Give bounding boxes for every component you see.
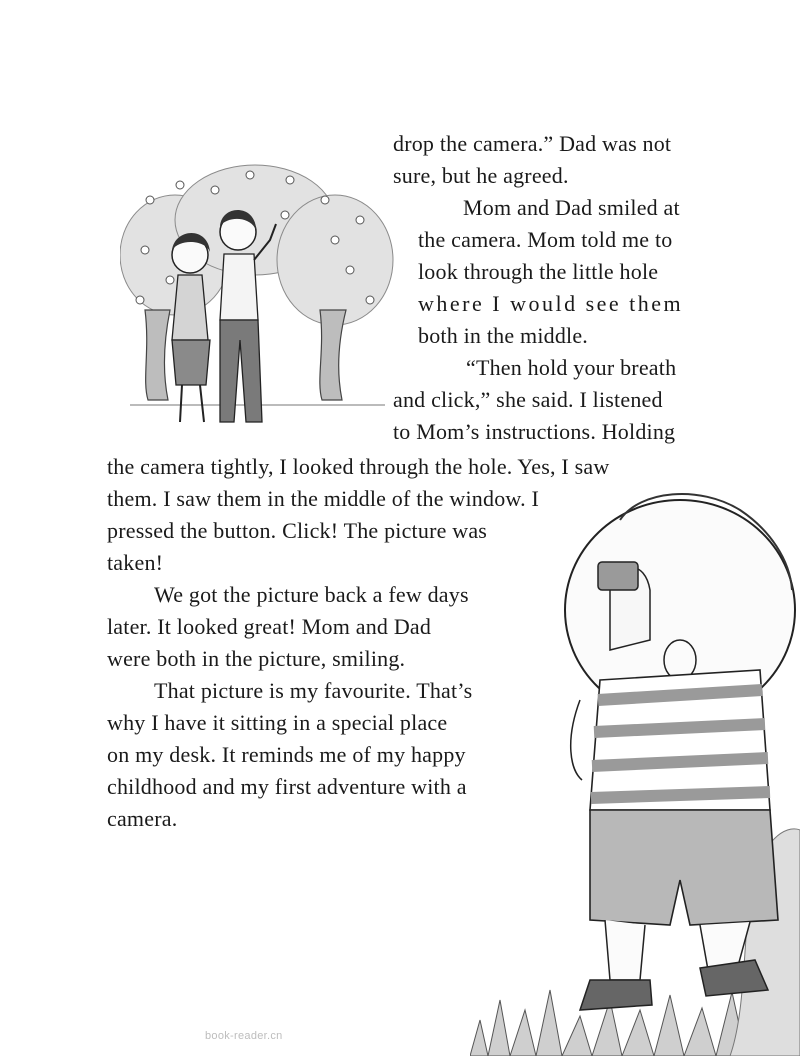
text-line: why I have it sitting in a special place [107,710,448,735]
text-line: Mom and Dad smiled at [463,195,680,220]
text-line: were both in the picture, smiling. [107,646,406,671]
watermark: book-reader.cn [205,1030,283,1042]
text-line: That picture is my favourite. That’s [154,678,473,703]
text-line: them. I saw them in the middle of the window. I [107,486,539,511]
text-line: and click,” she said. I listened [393,387,663,412]
text-line: “Then hold your breath [466,355,677,380]
parents-under-tree-illustration [120,160,395,445]
text-line: where I would see them [418,291,684,316]
text-line: the camera tightly, I looked through the hole. Yes, I saw [107,454,610,479]
boy-with-camera-illustration [470,480,800,1056]
text-line: sure, but he agreed. [393,163,569,188]
text-line: childhood and my first adventure with a [107,774,467,799]
text-line: camera. [107,806,178,831]
text-line: on my desk. It reminds me of my happy [107,742,466,767]
text-line: look through the little hole [418,259,659,284]
text-line: taken! [107,550,164,575]
text-line: the camera. Mom told me to [418,227,673,252]
text-line: later. It looked great! Mom and Dad [107,614,432,639]
text-line: both in the middle. [418,323,589,348]
text-line: We got the picture back a few days [154,582,469,607]
text-line: drop the camera.” Dad was not [393,131,672,156]
text-line: to Mom’s instructions. Holding [393,419,676,444]
text-line: pressed the button. Click! The picture was [107,518,488,543]
